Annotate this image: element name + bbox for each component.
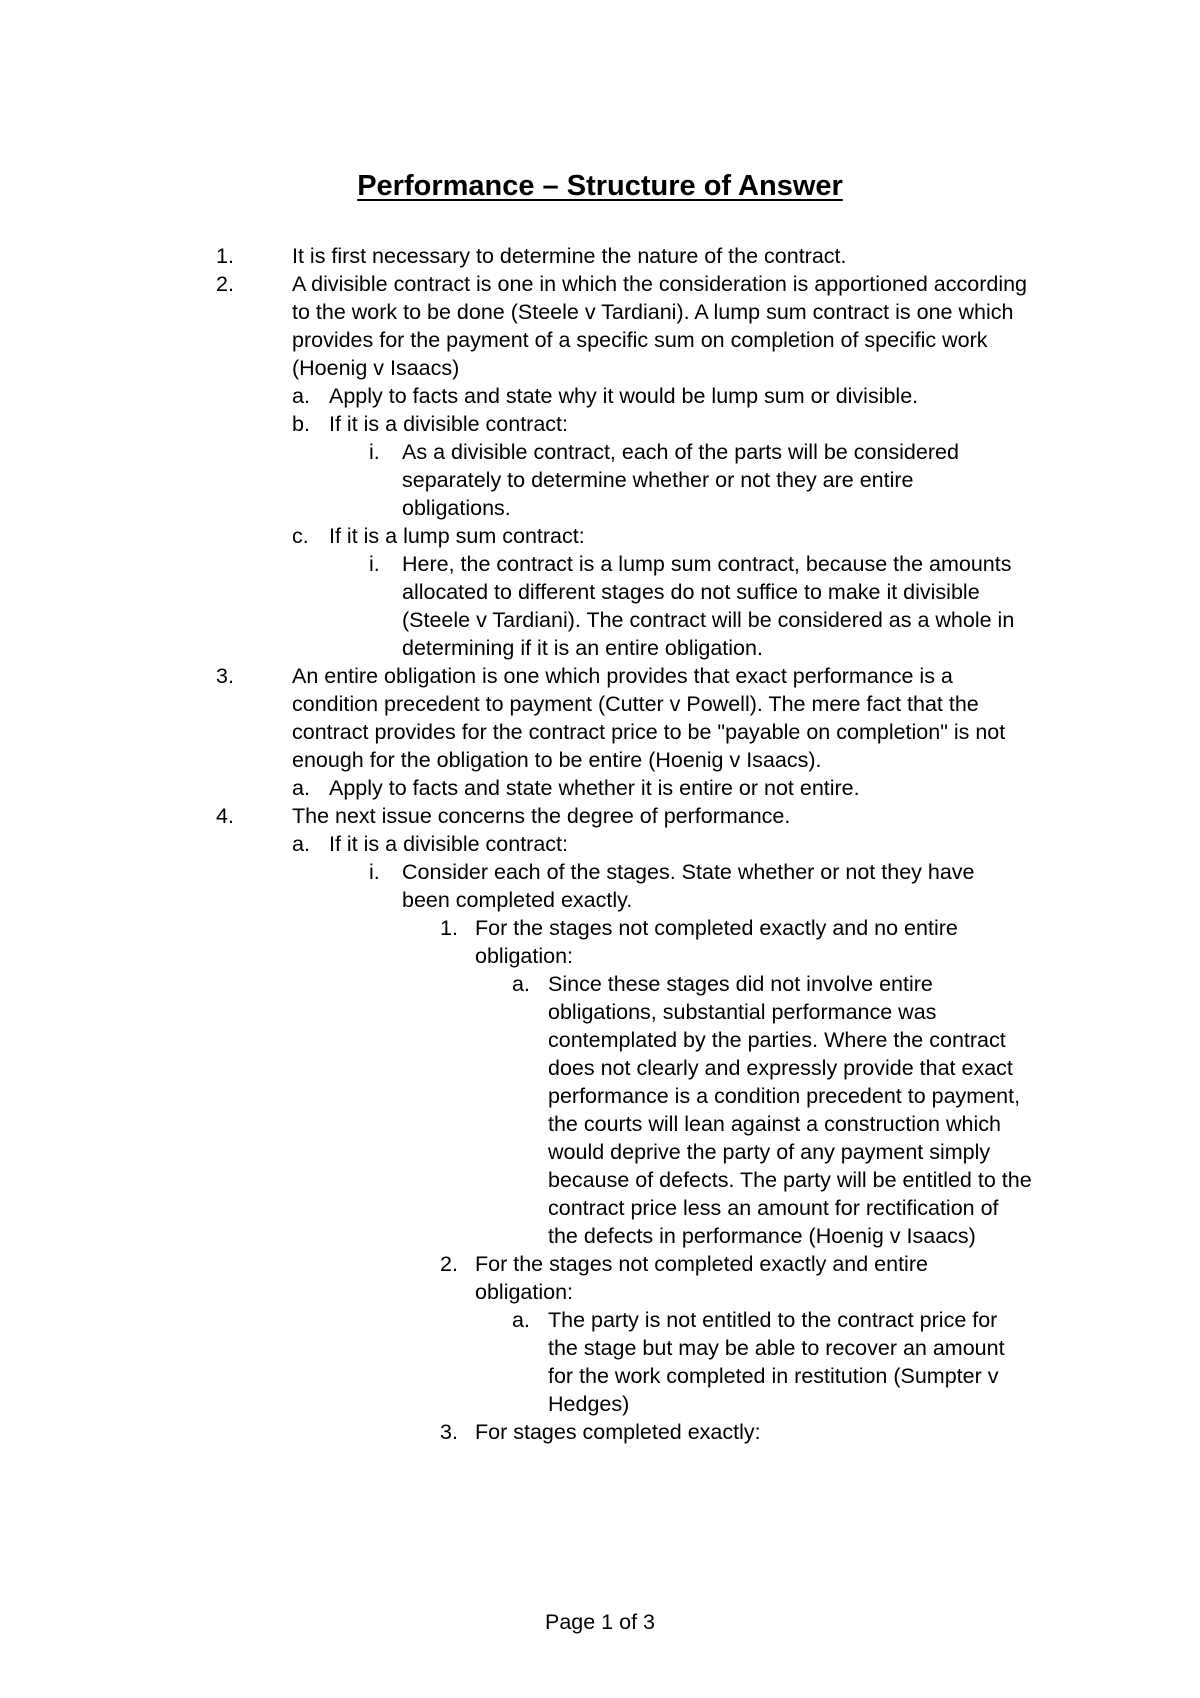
list-item (0, 970, 1200, 1250)
list-item-text: Since these stages did not involve entire obligations, substantial performance was contemplated by the parties. Where the contract does not clearly and expressly provide that exact performance is a condition precedent to payment, the courts will lean against a construction which would deprive the party of any payment simply because of defects. The party will be entitled to the contract price less an amount for rectification of the defects in performance (Hoenig v Isaacs) (548, 972, 1032, 1248)
list-marker: b. (292, 412, 310, 436)
list-item-text: Apply to facts and state whether it is entire or not entire. (329, 776, 860, 800)
list-item-text: It is first necessary to determine the nature of the contract. (292, 244, 847, 268)
list-item (0, 550, 1200, 662)
list-item-text: For stages completed exactly: (475, 1420, 761, 1444)
list-marker: 2. (216, 272, 234, 296)
list-item-text: Consider each of the stages. State whether or not they have been completed exactly. (402, 860, 975, 912)
list-item-text: The party is not entitled to the contract price for the stage but may be able to recover an amount for the work completed in restitution (Sumpter v Hedges) (548, 1308, 1005, 1416)
list-item (0, 270, 1200, 382)
list-marker: i. (369, 860, 380, 884)
list-item (0, 858, 1200, 914)
list-item (0, 914, 1200, 970)
list-item-text: If it is a divisible contract: (329, 412, 568, 436)
list-item (0, 662, 1200, 774)
document-title: Performance – Structure of Answer (357, 170, 843, 202)
list-marker: i. (369, 552, 380, 576)
outline-list (0, 242, 1200, 1446)
list-item-text: The next issue concerns the degree of performance. (292, 804, 791, 828)
list-item-text: A divisible contract is one in which the consideration is apportioned according to the work to be done (Steele v Tardiani). A lump sum contract is one which provides for the payment of a specific sum on completion of specific work (Hoenig v Isaacs) (292, 272, 1028, 380)
list-item-text: If it is a divisible contract: (329, 832, 568, 856)
list-item (0, 438, 1200, 522)
list-item-text: For the stages not completed exactly and no entire obligation: (475, 916, 958, 968)
list-item (0, 410, 1200, 438)
list-marker: 2. (440, 1252, 458, 1276)
list-marker: i. (369, 440, 380, 464)
list-marker: 3. (216, 664, 234, 688)
list-marker: a. (292, 384, 310, 408)
list-item-text: An entire obligation is one which provides that exact performance is a condition precedent to payment (Cutter v Powell). The mere fact that the contract provides for the contract price to be "payable on completion" is not enough for the obligation to be entire (Hoenig v Isaacs). (292, 664, 1006, 772)
list-item-text: If it is a lump sum contract: (329, 524, 585, 548)
list-item-text: As a divisible contract, each of the parts will be considered separately to determine whether or not they are entire obligations. (402, 440, 959, 520)
list-item (0, 1306, 1200, 1418)
list-item-text: Apply to facts and state why it would be lump sum or divisible. (329, 384, 919, 408)
list-marker: 1. (216, 244, 234, 268)
list-marker: a. (292, 776, 310, 800)
list-marker: a. (512, 972, 530, 996)
list-marker: c. (292, 524, 309, 548)
page-number: Page 1 of 3 (545, 1610, 655, 1634)
list-marker: 1. (440, 916, 458, 940)
list-marker: 3. (440, 1420, 458, 1444)
list-item (0, 1250, 1200, 1306)
list-marker: a. (292, 832, 310, 856)
list-item (0, 242, 1200, 270)
list-item-text: For the stages not completed exactly and entire obligation: (475, 1252, 928, 1304)
list-marker: a. (512, 1308, 530, 1332)
list-item (0, 522, 1200, 550)
list-item (0, 1418, 1200, 1446)
list-item (0, 802, 1200, 830)
list-item (0, 830, 1200, 858)
list-marker: 4. (216, 804, 234, 828)
list-item (0, 382, 1200, 410)
list-item (0, 774, 1200, 802)
list-item-text: Here, the contract is a lump sum contract, because the amounts allocated to different stages do not suffice to make it divisible (Steele v Tardiani). The contract will be considered as a whole in determining if it is an entire obligation. (402, 552, 1015, 660)
